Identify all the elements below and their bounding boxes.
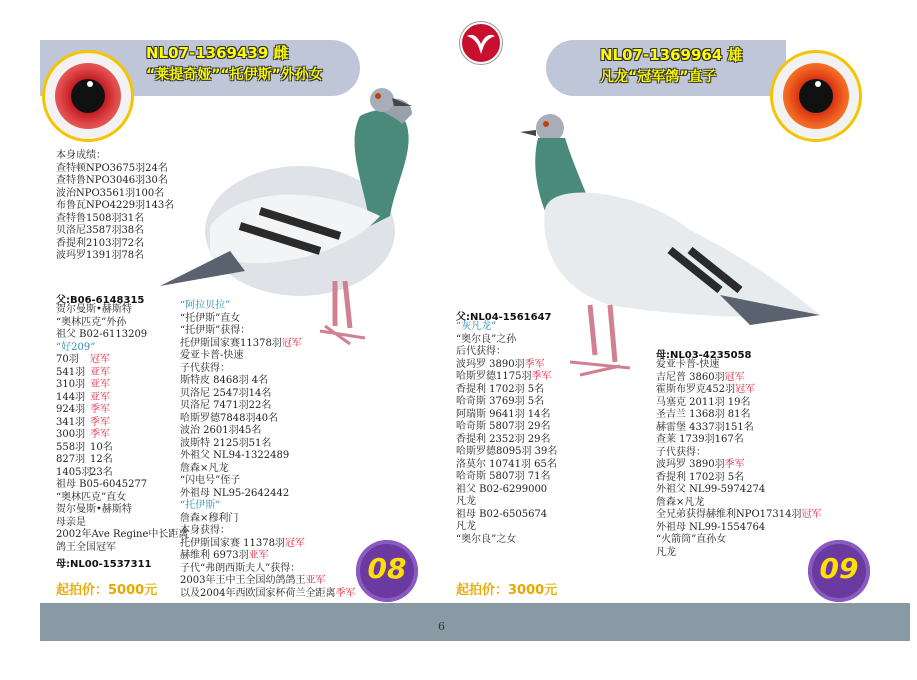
pedigree-line [656, 422, 822, 435]
line-text: 子代“弗朗西斯夫人”获得： [180, 562, 301, 574]
left-grandmother-lines [56, 479, 188, 554]
award: 12名 [90, 454, 113, 465]
line-text: 哈奇斯 5807羽 29名 [456, 421, 551, 432]
line-text: “灰凡龙” [456, 321, 497, 332]
bird-name: “好209” [56, 341, 96, 353]
pedigree-line [456, 384, 557, 397]
line-text: “闪电号”侄子 [180, 475, 241, 486]
line-text: 凡龙 [456, 496, 476, 507]
pedigree-line [656, 359, 822, 372]
award: 季军 [90, 429, 110, 440]
line-text: 吉尼普 3860羽 [656, 371, 725, 383]
line-text: 波斯特 2125羽51名 [180, 437, 272, 449]
award: 亚军 [305, 575, 326, 586]
page-number: 6 [438, 620, 445, 633]
pedigree-line [180, 588, 355, 601]
left-father-label: 父:B06-6148315 [56, 295, 145, 306]
entry-count: 558羽 [56, 441, 86, 453]
pedigree-line [456, 359, 557, 372]
right-mother-column [656, 359, 822, 559]
pedigree-line [656, 447, 822, 460]
line-text: 香提利 1702羽 5名 [656, 471, 745, 483]
line-text: 圣吉兰 1368羽 81名 [656, 409, 751, 420]
pedigree-line: 母亲是 [56, 516, 86, 528]
pedigree-line [456, 484, 557, 497]
pedigree-line [180, 488, 355, 501]
pedigree-line [456, 521, 557, 534]
line-text: 哈斯罗德1175羽 [456, 371, 532, 382]
award: 亚军 [90, 391, 110, 403]
award: 冠军 [801, 509, 822, 520]
line-text: 贝洛尼 7471羽22名 [180, 400, 272, 411]
result-line: 波玛罗1391羽78名 [56, 250, 145, 261]
line-text: 爱亚卡普-快速 [656, 359, 720, 370]
pedigree-line [456, 509, 557, 522]
line-text: “托伊斯”直女 [180, 312, 241, 324]
line-text: 外祖母 NL95-2642442 [180, 487, 290, 499]
line-text: “托伊斯” [180, 500, 221, 511]
result-line: 贝洛尼3587羽38名 [56, 225, 145, 236]
entry-count: 541羽 [56, 366, 86, 378]
line-text: “火箭筒”直孙女 [656, 534, 727, 545]
line-text: 马塞克 2011羽 19名 [656, 396, 751, 408]
line-text: “奥尔良”之女 [456, 533, 517, 545]
line-text: 哈奇斯 5807羽 71名 [456, 471, 551, 482]
entry-count: 827羽 [56, 454, 86, 465]
pedigree-line [456, 421, 557, 434]
pedigree-line [180, 350, 355, 363]
left-starting-price: 起拍价：5000元 [56, 583, 158, 598]
result-line: 布鲁瓦NPO4229羽143名 [56, 200, 175, 211]
pedigree-line [180, 438, 355, 451]
line-text: 哈斯罗德7848羽40名 [180, 412, 279, 424]
entry-count: 1405羽 [56, 466, 92, 478]
pedigree-line: 2002年Ave Regine中长距离 [56, 529, 189, 540]
left-father-lines [56, 304, 147, 354]
line-text: 外祖父 NL94-1322489 [180, 450, 290, 461]
line-text: “阿拉贝拉” [180, 300, 231, 311]
award: 亚军 [90, 379, 110, 390]
line-text: 子代获得： [656, 446, 706, 458]
result-line: 香提利2103羽72名 [56, 237, 145, 249]
pedigree-line: 祖母 B05-6045277 [56, 479, 148, 490]
pedigree-line [656, 459, 822, 472]
pedigree-line: “奥林匹克”直女 [56, 491, 127, 503]
pedigree-line [656, 472, 822, 485]
pedigree-line [656, 397, 822, 410]
line-text: 以及2004年西欧国家杯荷兰全距离 [180, 587, 336, 599]
pedigree-line [656, 434, 822, 447]
pedigree-line [180, 450, 355, 463]
pedigree-line [456, 371, 557, 384]
line-text: 托伊斯国家赛 11378羽 [180, 537, 285, 549]
award: 季军 [724, 459, 745, 470]
line-text: 祖母 B02-6505674 [456, 508, 548, 520]
line-text: 凡龙 [456, 521, 476, 532]
pedigree-line [180, 513, 355, 526]
award: 季军 [90, 404, 110, 415]
line-text: 香提利 2352羽 29名 [456, 433, 551, 445]
award: 季军 [335, 587, 356, 599]
line-text: 爱亚卡普-快速 [180, 350, 244, 361]
award: 季军 [524, 358, 545, 370]
entry-count: 341羽 [56, 416, 86, 428]
pedigree-line [656, 534, 822, 547]
result-line: 波治NPO3561羽100名 [56, 187, 165, 199]
award: 亚军 [90, 366, 110, 378]
line-text: 霍斯布罗克452羽 [656, 384, 736, 395]
result-line: 查特顿NPO3675羽24名 [56, 162, 168, 174]
line-text: 全兄弟获得赫维利NPO17314羽 [656, 509, 802, 520]
line-text: 哈奇斯 3769羽 5名 [456, 396, 545, 407]
award: 亚军 [248, 550, 269, 561]
pedigree-line [180, 500, 355, 513]
award: 季军 [531, 371, 552, 382]
pedigree-line [656, 484, 822, 497]
pedigree-line [656, 497, 822, 510]
line-text: 詹森×穆利门 [180, 512, 239, 524]
line-text: 洛莫尔 10741羽 65名 [456, 458, 557, 470]
footer-bar [40, 603, 910, 641]
award: 季军 [90, 416, 110, 428]
line-text: 赫维利 6973羽 [180, 550, 249, 561]
pedigree-line [456, 334, 557, 347]
entry-count: 310羽 [56, 379, 86, 390]
pedigree-line: 贺尔曼斯•赫斯特 [56, 304, 132, 315]
bird-logo-icon [460, 22, 502, 64]
line-text: 詹森×凡龙 [656, 496, 705, 508]
pedigree-line [180, 550, 355, 563]
pedigree-line [656, 509, 822, 522]
pedigree-line [180, 363, 355, 376]
pedigree-line [656, 384, 822, 397]
result-line: 查特鲁NPO3046羽30名 [56, 175, 168, 186]
pedigree-line [180, 475, 355, 488]
pedigree-line [180, 313, 355, 326]
line-text: 外祖父 NL99-5974274 [656, 484, 766, 495]
award: 冠军 [90, 354, 110, 365]
pedigree-line [180, 425, 355, 438]
pedigree-line [180, 388, 355, 401]
page-badge-09 [808, 540, 870, 602]
pedigree-line [456, 534, 557, 547]
right-father-column [456, 321, 557, 546]
pedigree-line [456, 346, 557, 359]
pedigree-line [180, 563, 355, 576]
line-text: 托伊斯国家赛11378羽 [180, 337, 282, 349]
pedigree-line [180, 525, 355, 538]
pigeon-eye-red [42, 50, 134, 142]
line-text: 波治 2601羽45名 [180, 425, 262, 436]
line-text: 本身获得： [180, 525, 230, 536]
pedigree-line [180, 338, 355, 351]
badge-number: 08 [367, 552, 407, 585]
pedigree-line [456, 446, 557, 459]
pedigree-line: “奥林匹克”外孙 [56, 316, 127, 328]
pedigree-line [656, 409, 822, 422]
pedigree-line [180, 325, 355, 338]
left-own-results [56, 150, 174, 263]
line-text: 波玛罗 3890羽 [656, 459, 725, 470]
pedigree-line [656, 372, 822, 385]
pedigree-line [456, 321, 557, 334]
award: 冠军 [285, 537, 305, 549]
line-text: 波玛罗 3890羽 [456, 358, 525, 370]
pedigree-line [180, 575, 355, 588]
line-text: 祖父 B02-6299000 [456, 483, 548, 495]
line-text: 子代获得： [180, 362, 230, 374]
pedigree-line [456, 434, 557, 447]
entry-count: 70羽 [56, 354, 79, 365]
line-text: 阿瑞斯 9641羽 14名 [456, 408, 551, 420]
award: 冠军 [735, 384, 756, 395]
pedigree-line [180, 300, 355, 313]
pedigree-line [180, 463, 355, 476]
right-mother-label: 母:NL03-4235058 [656, 350, 752, 361]
left-mother-label: 母:NL00-1537311 [56, 559, 152, 570]
pedigree-line [656, 547, 822, 560]
pedigree-line: 鸽王全国冠军 [56, 541, 116, 553]
pedigree-line [180, 400, 355, 413]
left-mother-column [180, 300, 355, 600]
pedigree-line [456, 496, 557, 509]
line-text: 斯特皮 8468羽 4名 [180, 375, 269, 386]
award: 23名 [90, 466, 113, 478]
pedigree-line [456, 409, 557, 422]
line-text: 后代获得： [456, 346, 506, 357]
line-text: 赫雷堡 4337羽151名 [656, 421, 754, 433]
line-text: 外祖母 NL99-1554764 [656, 521, 766, 533]
line-text: 查莱 1739羽167名 [656, 434, 744, 445]
pedigree-line [456, 471, 557, 484]
line-text: 香提利 1702羽 5名 [456, 383, 545, 395]
right-father-label: 父:NL04-1561647 [456, 312, 552, 323]
award: 10名 [90, 441, 113, 453]
line-text: 詹森×凡龙 [180, 462, 229, 474]
right-ring-id: NL07-1369964 雄 [600, 46, 743, 64]
result-line: 本身成绩： [56, 150, 106, 161]
pedigree-line [456, 459, 557, 472]
line-text: “奥尔良”之孙 [456, 333, 517, 345]
page-badge-08 [356, 540, 418, 602]
line-text: 凡龙 [656, 546, 676, 558]
pedigree-line: 贺尔曼斯•赫斯特 [56, 504, 132, 515]
left-haob-results [56, 354, 113, 479]
entry-count: 300羽 [56, 429, 86, 440]
pedigree-line [180, 538, 355, 551]
right-subtitle: 凡龙“冠军鸽”直子 [600, 69, 717, 85]
line-text: 2003年王中王全国幼鸽鸽王 [180, 575, 306, 586]
pedigree-line [456, 396, 557, 409]
pedigree-line: 祖父 B02-6113209 [56, 329, 148, 340]
line-text: 贝洛尼 2547羽14名 [180, 387, 272, 399]
line-text: “托伊斯”获得： [180, 325, 251, 336]
award: 冠军 [281, 337, 302, 349]
result-line: 查特鲁1508羽31名 [56, 212, 145, 224]
pedigree-line [180, 413, 355, 426]
entry-count: 924羽 [56, 404, 86, 415]
award: 冠军 [724, 371, 745, 383]
right-starting-price: 起拍价：3000元 [456, 583, 558, 598]
left-ring-id: NL07-1369439 雌 [146, 44, 289, 62]
entry-count: 144羽 [56, 391, 86, 403]
pedigree-line [656, 522, 822, 535]
badge-number: 09 [819, 552, 859, 585]
pedigree-line [180, 375, 355, 388]
line-text: 哈斯罗德8095羽 39名 [456, 446, 558, 457]
left-subtitle: “莱提奇娅”“托伊斯”外孙女 [146, 67, 323, 83]
